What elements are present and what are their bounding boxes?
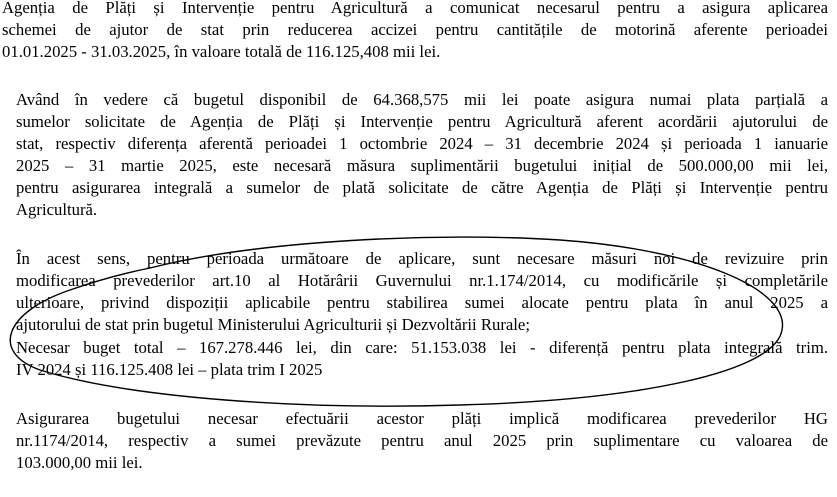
paragraph-1-line-1: Agenția de Plăți și Intervenție pentru Agricultură a comunicat necesarul pentru a asigura aplicarea [2, 0, 828, 17]
paragraph-2-line-4: 2025 – 31 martie 2025, este necesară măsura suplimentării bugetului inițial de 500.000,00 mii lei, [16, 156, 828, 175]
paragraph-3-line-2: modificarea prevederilor art.10 al Hotărârii Guvernului nr.1.174/2014, cu modificările și completările [16, 271, 828, 290]
paragraph-3-line-6: IV 2024 și 116.125.408 lei – plata trim I 2025 [16, 360, 323, 379]
paragraph-2-line-2: sumelor solicitate de Agenția de Plăți și Intervenție pentru Agricultură aferent acordării ajutorului de [16, 112, 828, 131]
paragraph-4-line-2: nr.1174/2014, respectiv a sumei prevăzute pentru anul 2025 prin suplimentare cu valoarea de [16, 431, 828, 450]
paragraph-4-line-3: 103.000,00 mii lei. [16, 453, 143, 472]
paragraph-3-line-1: În acest sens, pentru perioada următoare de aplicare, sunt necesare măsuri noi de revizuire prin [16, 249, 828, 268]
paragraph-3-line-5: Necesar buget total – 167.278.446 lei, din care: 51.153.038 lei - diferență pentru plata integrală trim. [16, 338, 828, 357]
paragraph-1-line-3: 01.01.2025 - 31.03.2025, în valoare totală de 116.125,408 mii lei. [2, 42, 441, 61]
paragraph-1-line-2: schemei de ajutor de stat prin reducerea accizei pentru cantitățile de motorină aferente perioadei [2, 20, 828, 39]
paragraph-2-line-1: Având în vedere că bugetul disponibil de 64.368,575 mii lei poate asigura numai plata parțială a [16, 90, 828, 109]
paragraph-3-line-4: ajutorului de stat prin bugetul Ministerului Agriculturii și Dezvoltării Rurale; [16, 315, 530, 334]
paragraph-2-line-5: pentru asigurarea integrală a sumelor de plată solicitate de către Agenția de Plăți și Intervenție pentru [16, 178, 828, 197]
paragraph-3-line-3: ulterioare, privind dispoziții aplicabile pentru stabilirea sumei alocate pentru plata în anul 2025 a [16, 293, 828, 312]
paragraph-4-line-1: Asigurarea bugetului necesar efectuării acestor plăți implică modificarea prevederilor HG [16, 409, 828, 428]
paragraph-2-line-3: stat, respectiv diferența aferentă perioadei 1 octombrie 2024 – 31 decembrie 2024 și perioada 1 ianuarie [16, 134, 828, 153]
paragraph-2-line-6: Agricultură. [16, 200, 98, 219]
